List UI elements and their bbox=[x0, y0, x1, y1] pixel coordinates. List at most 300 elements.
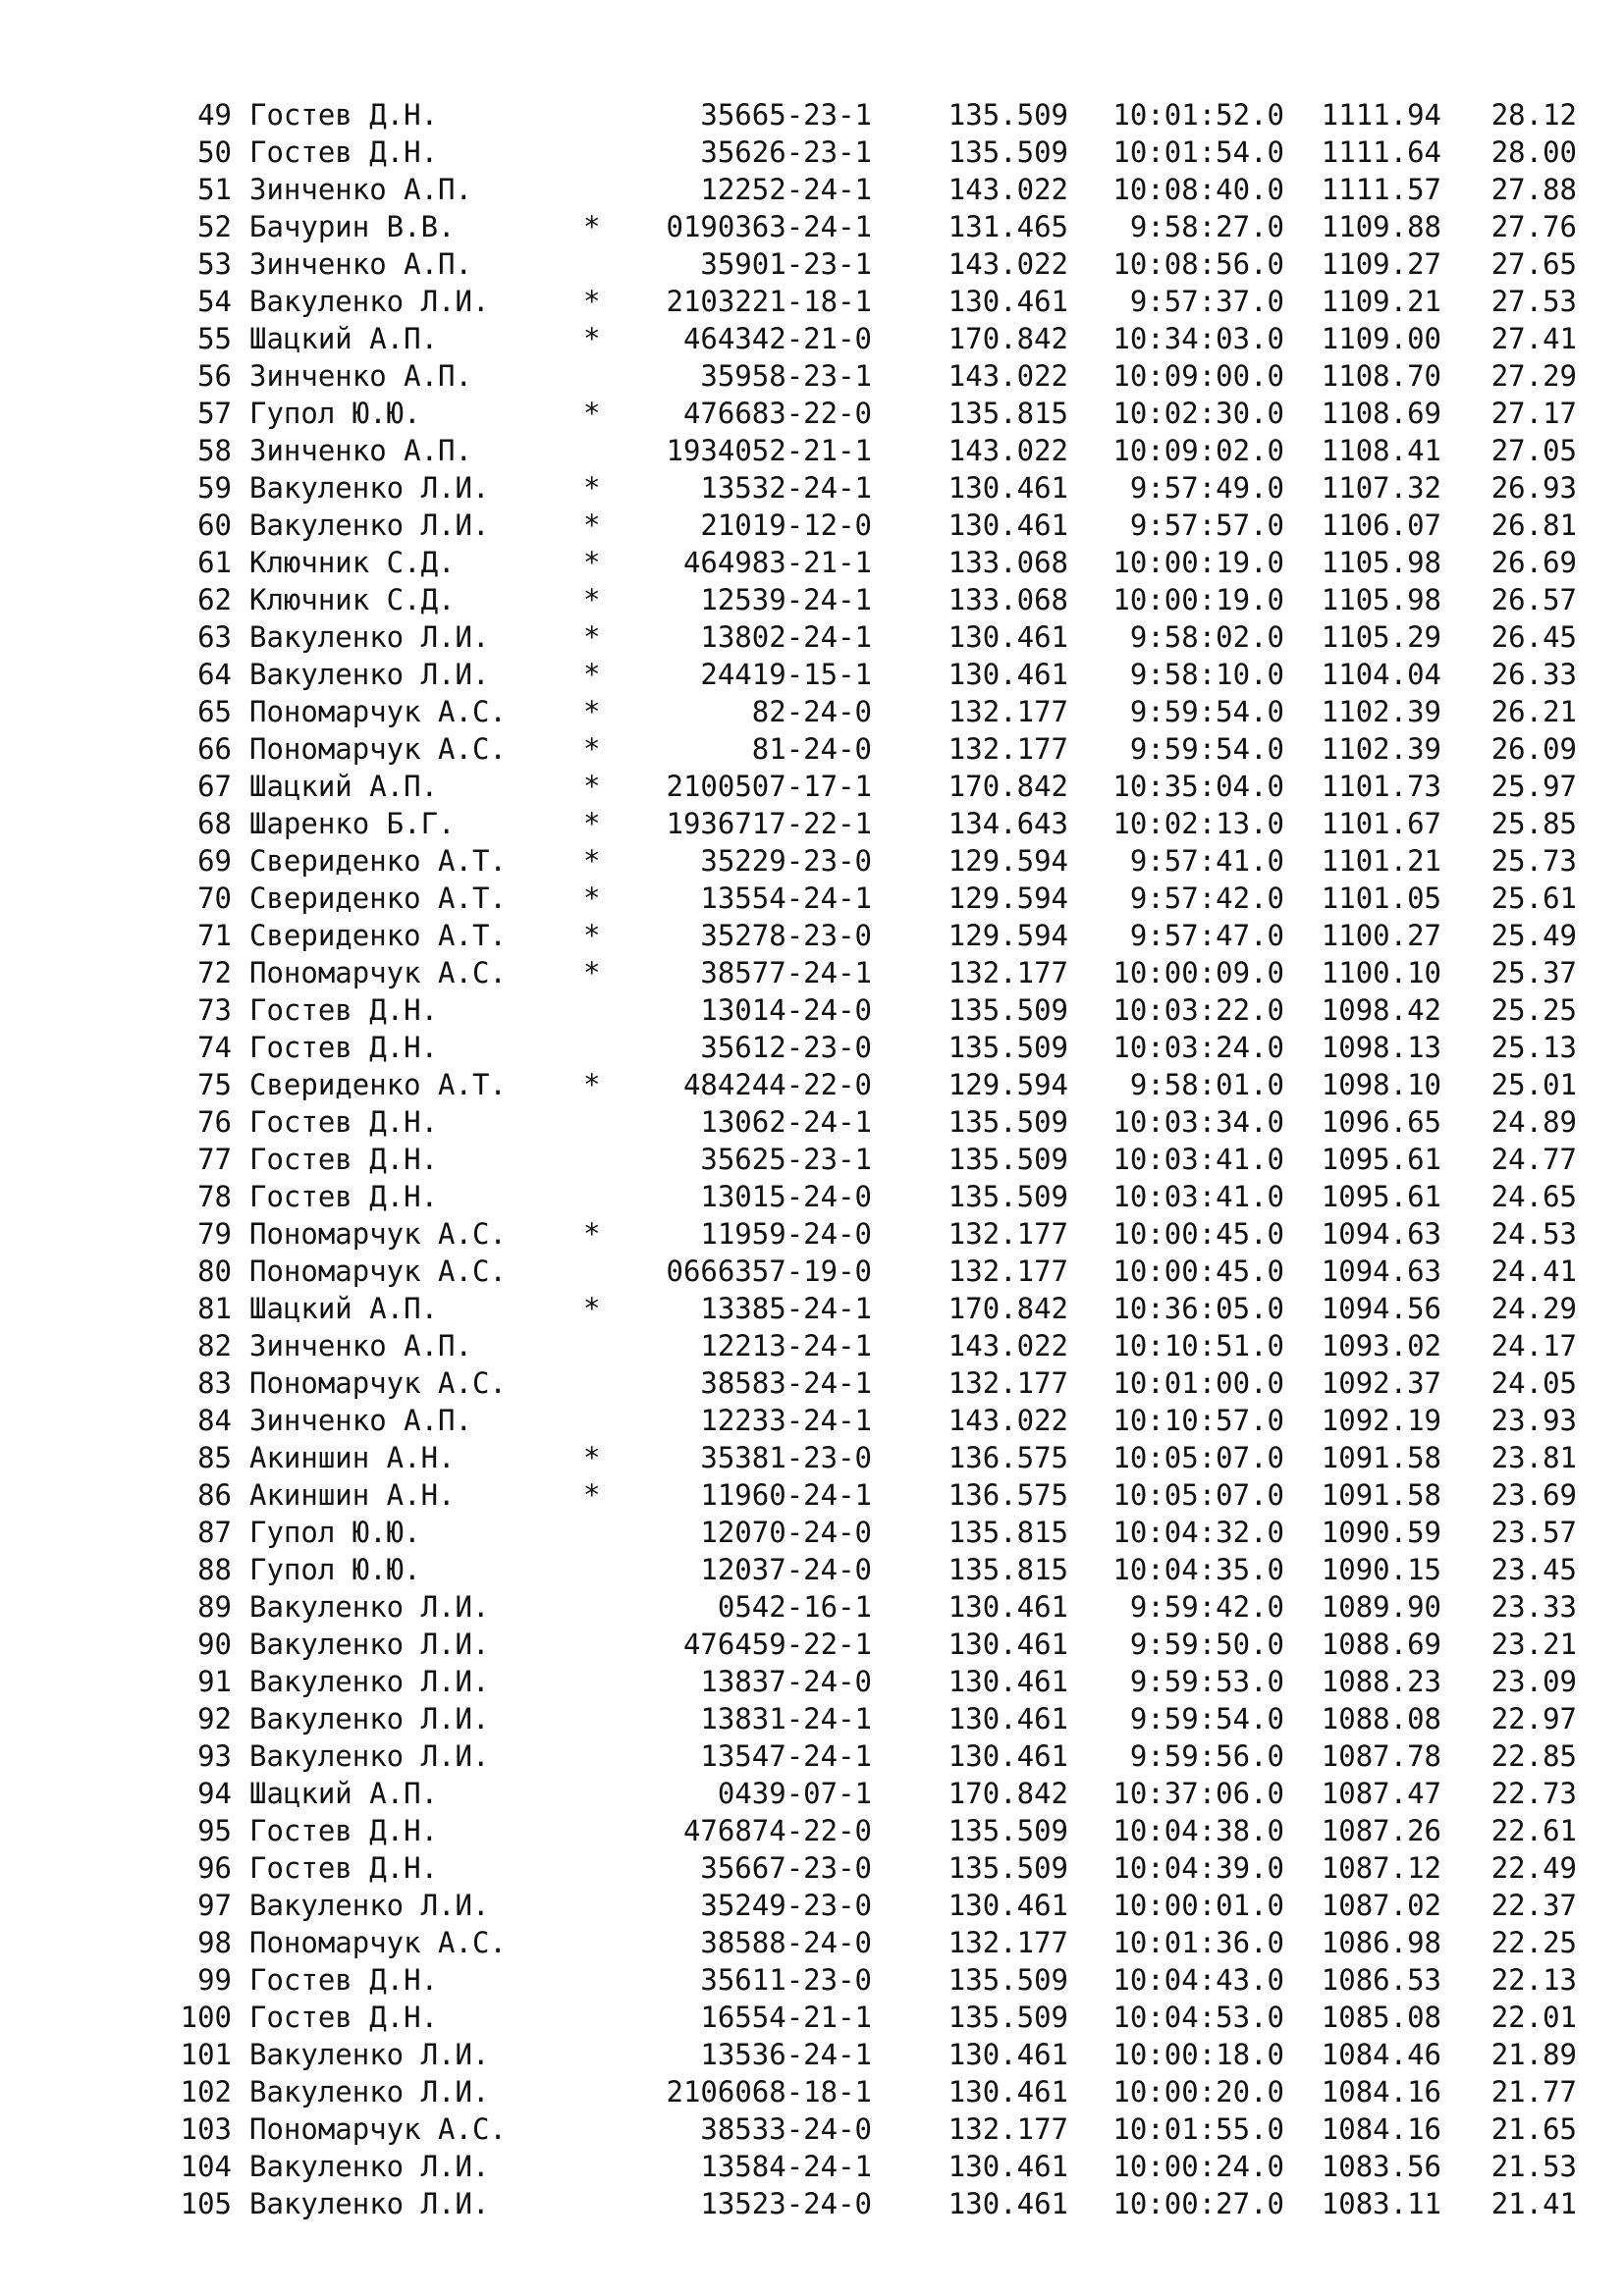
speed-cell: 1083.11 bbox=[1321, 2187, 1441, 2220]
place-cell: 78 bbox=[197, 1180, 232, 1213]
fancier-name-cell: Гостев Д.Н. bbox=[249, 2001, 439, 2034]
speed-cell: 1093.02 bbox=[1321, 1329, 1441, 1362]
fancier-name-cell: Свериденко А.Т. bbox=[249, 919, 507, 952]
distance-cell: 134.643 bbox=[947, 807, 1068, 840]
points-cell: 27.41 bbox=[1490, 322, 1577, 355]
arrival-time-cell: 9:59:54.0 bbox=[1129, 695, 1284, 728]
table-row bbox=[169, 1327, 1577, 1364]
arrival-time-cell: 10:10:51.0 bbox=[1112, 1329, 1284, 1362]
mark-cell: * bbox=[583, 471, 601, 505]
points-cell: 26.45 bbox=[1490, 620, 1577, 654]
ring-number-cell: 12539-24-1 bbox=[700, 583, 872, 616]
mark-cell bbox=[583, 1626, 607, 1663]
arrival-time-cell: 10:00:24.0 bbox=[1112, 2150, 1284, 2183]
mark-cell bbox=[583, 1812, 607, 1849]
distance-cell: 143.022 bbox=[947, 434, 1068, 467]
table-row bbox=[169, 208, 1577, 245]
fancier-name-cell: Вакуленко Л.И. bbox=[249, 1739, 490, 1773]
speed-cell: 1095.61 bbox=[1321, 1143, 1441, 1176]
ring-number-cell: 24419-15-1 bbox=[700, 658, 872, 691]
distance-cell: 136.575 bbox=[947, 1478, 1068, 1512]
points-cell: 22.73 bbox=[1490, 1777, 1577, 1810]
arrival-time-cell: 10:02:30.0 bbox=[1112, 397, 1284, 430]
distance-cell: 135.509 bbox=[947, 1143, 1068, 1176]
speed-cell: 1087.12 bbox=[1321, 1851, 1441, 1885]
place-cell: 89 bbox=[197, 1590, 232, 1624]
table-row bbox=[169, 507, 1577, 544]
table-row bbox=[169, 768, 1577, 805]
ring-number-cell: 35958-23-1 bbox=[700, 359, 872, 393]
distance-cell: 132.177 bbox=[947, 732, 1068, 766]
mark-cell bbox=[583, 133, 607, 171]
fancier-name-cell: Вакуленко Л.И. bbox=[249, 1702, 490, 1735]
speed-cell: 1088.69 bbox=[1321, 1628, 1441, 1661]
points-cell: 24.53 bbox=[1490, 1217, 1577, 1251]
speed-cell: 1105.29 bbox=[1321, 620, 1441, 654]
arrival-time-cell: 10:08:56.0 bbox=[1112, 247, 1284, 281]
table-row bbox=[169, 544, 1577, 581]
points-cell: 26.81 bbox=[1490, 508, 1577, 542]
distance-cell: 143.022 bbox=[947, 173, 1068, 206]
table-row bbox=[169, 1775, 1577, 1812]
points-cell: 23.21 bbox=[1490, 1628, 1577, 1661]
place-cell: 49 bbox=[197, 98, 232, 132]
points-cell: 21.53 bbox=[1490, 2150, 1577, 2183]
ring-number-cell: 35901-23-1 bbox=[700, 247, 872, 281]
distance-cell: 170.842 bbox=[947, 1292, 1068, 1325]
results-table bbox=[169, 96, 1577, 2222]
distance-cell: 130.461 bbox=[947, 1590, 1068, 1624]
place-cell: 86 bbox=[197, 1478, 232, 1512]
place-cell: 76 bbox=[197, 1105, 232, 1139]
speed-cell: 1100.27 bbox=[1321, 919, 1441, 952]
points-cell: 22.61 bbox=[1490, 1814, 1577, 1847]
place-cell: 58 bbox=[197, 434, 232, 467]
table-row bbox=[169, 656, 1577, 693]
speed-cell: 1095.61 bbox=[1321, 1180, 1441, 1213]
mark-cell bbox=[583, 1887, 607, 1924]
speed-cell: 1098.10 bbox=[1321, 1068, 1441, 1101]
table-row bbox=[169, 1103, 1577, 1141]
speed-cell: 1092.19 bbox=[1321, 1404, 1441, 1437]
fancier-name-cell: Свериденко А.Т. bbox=[249, 1068, 507, 1101]
table-row bbox=[169, 283, 1577, 320]
arrival-time-cell: 9:58:02.0 bbox=[1129, 620, 1284, 654]
distance-cell: 129.594 bbox=[947, 919, 1068, 952]
distance-cell: 132.177 bbox=[947, 695, 1068, 728]
mark-cell bbox=[583, 2148, 607, 2185]
place-cell: 59 bbox=[197, 471, 232, 505]
speed-cell: 1102.39 bbox=[1321, 732, 1441, 766]
table-row bbox=[169, 1961, 1577, 1999]
points-cell: 21.41 bbox=[1490, 2187, 1577, 2220]
ring-number-cell: 0190363-24-1 bbox=[666, 210, 872, 243]
ring-number-cell: 13015-24-0 bbox=[700, 1180, 872, 1213]
speed-cell: 1094.63 bbox=[1321, 1217, 1441, 1251]
fancier-name-cell: Акиншин А.Н. bbox=[249, 1441, 456, 1474]
ring-number-cell: 12233-24-1 bbox=[700, 1404, 872, 1437]
points-cell: 22.97 bbox=[1490, 1702, 1577, 1735]
mark-cell: * bbox=[583, 210, 601, 243]
arrival-time-cell: 9:59:42.0 bbox=[1129, 1590, 1284, 1624]
place-cell: 87 bbox=[197, 1516, 232, 1549]
place-cell: 61 bbox=[197, 546, 232, 579]
mark-cell: * bbox=[583, 844, 601, 878]
place-cell: 73 bbox=[197, 993, 232, 1027]
fancier-name-cell: Гостев Д.Н. bbox=[249, 135, 439, 169]
speed-cell: 1096.65 bbox=[1321, 1105, 1441, 1139]
arrival-time-cell: 10:09:00.0 bbox=[1112, 359, 1284, 393]
points-cell: 25.61 bbox=[1490, 881, 1577, 915]
place-cell: 93 bbox=[197, 1739, 232, 1773]
points-cell: 25.85 bbox=[1490, 807, 1577, 840]
fancier-name-cell: Зинченко А.П. bbox=[249, 1404, 472, 1437]
arrival-time-cell: 9:57:37.0 bbox=[1129, 285, 1284, 318]
fancier-name-cell: Свериденко А.Т. bbox=[249, 844, 507, 878]
points-cell: 23.81 bbox=[1490, 1441, 1577, 1474]
speed-cell: 1101.67 bbox=[1321, 807, 1441, 840]
fancier-name-cell: Зинченко А.П. bbox=[249, 247, 472, 281]
table-row bbox=[169, 1551, 1577, 1588]
mark-cell: * bbox=[583, 1441, 601, 1474]
mark-cell: * bbox=[583, 1068, 601, 1101]
fancier-name-cell: Шацкий А.П. bbox=[249, 322, 439, 355]
fancier-name-cell: Зинченко А.П. bbox=[249, 434, 472, 467]
distance-cell: 130.461 bbox=[947, 2075, 1068, 2109]
table-row bbox=[169, 171, 1577, 208]
ring-number-cell: 464342-21-0 bbox=[682, 322, 872, 355]
table-row bbox=[169, 432, 1577, 469]
points-cell: 27.53 bbox=[1490, 285, 1577, 318]
table-row bbox=[169, 805, 1577, 842]
ring-number-cell: 38588-24-0 bbox=[700, 1926, 872, 1959]
place-cell: 57 bbox=[197, 397, 232, 430]
ring-number-cell: 12213-24-1 bbox=[700, 1329, 872, 1362]
fancier-name-cell: Гупол Ю.Ю. bbox=[249, 1516, 421, 1549]
place-cell: 54 bbox=[197, 285, 232, 318]
points-cell: 23.69 bbox=[1490, 1478, 1577, 1512]
table-row bbox=[169, 2110, 1577, 2148]
fancier-name-cell: Гупол Ю.Ю. bbox=[249, 1553, 421, 1586]
ring-number-cell: 13802-24-1 bbox=[700, 620, 872, 654]
place-cell: 51 bbox=[197, 173, 232, 206]
arrival-time-cell: 9:59:54.0 bbox=[1129, 732, 1284, 766]
speed-cell: 1104.04 bbox=[1321, 658, 1441, 691]
arrival-time-cell: 10:01:52.0 bbox=[1112, 98, 1284, 132]
place-cell: 56 bbox=[197, 359, 232, 393]
table-row bbox=[169, 954, 1577, 991]
fancier-name-cell: Ключник С.Д. bbox=[249, 546, 456, 579]
points-cell: 24.65 bbox=[1490, 1180, 1577, 1213]
place-cell: 94 bbox=[197, 1777, 232, 1810]
table-row bbox=[169, 1588, 1577, 1626]
arrival-time-cell: 10:04:53.0 bbox=[1112, 2001, 1284, 2034]
fancier-name-cell: Шаренко Б.Г. bbox=[249, 807, 456, 840]
arrival-time-cell: 10:09:02.0 bbox=[1112, 434, 1284, 467]
fancier-name-cell: Гостев Д.Н. bbox=[249, 1143, 439, 1176]
speed-cell: 1111.57 bbox=[1321, 173, 1441, 206]
mark-cell: * bbox=[583, 658, 601, 691]
speed-cell: 1098.13 bbox=[1321, 1031, 1441, 1064]
distance-cell: 133.068 bbox=[947, 546, 1068, 579]
points-cell: 23.93 bbox=[1490, 1404, 1577, 1437]
table-row bbox=[169, 96, 1577, 133]
place-cell: 100 bbox=[180, 2001, 232, 2034]
fancier-name-cell: Вакуленко Л.И. bbox=[249, 1665, 490, 1698]
distance-cell: 130.461 bbox=[947, 471, 1068, 505]
distance-cell: 135.509 bbox=[947, 1105, 1068, 1139]
mark-cell bbox=[583, 1999, 607, 2036]
place-cell: 83 bbox=[197, 1366, 232, 1400]
distance-cell: 132.177 bbox=[947, 1255, 1068, 1288]
arrival-time-cell: 10:01:00.0 bbox=[1112, 1366, 1284, 1400]
distance-cell: 130.461 bbox=[947, 620, 1068, 654]
fancier-name-cell: Гостев Д.Н. bbox=[249, 1105, 439, 1139]
place-cell: 65 bbox=[197, 695, 232, 728]
table-row bbox=[169, 1253, 1577, 1290]
table-row bbox=[169, 1215, 1577, 1253]
arrival-time-cell: 10:04:35.0 bbox=[1112, 1553, 1284, 1586]
arrival-time-cell: 10:03:34.0 bbox=[1112, 1105, 1284, 1139]
table-row bbox=[169, 1737, 1577, 1775]
place-cell: 88 bbox=[197, 1553, 232, 1586]
ring-number-cell: 13554-24-1 bbox=[700, 881, 872, 915]
distance-cell: 170.842 bbox=[947, 1777, 1068, 1810]
mark-cell bbox=[583, 432, 607, 469]
speed-cell: 1108.70 bbox=[1321, 359, 1441, 393]
place-cell: 50 bbox=[197, 135, 232, 169]
distance-cell: 130.461 bbox=[947, 2038, 1068, 2071]
ring-number-cell: 13523-24-0 bbox=[700, 2187, 872, 2220]
arrival-time-cell: 10:02:13.0 bbox=[1112, 807, 1284, 840]
points-cell: 24.41 bbox=[1490, 1255, 1577, 1288]
place-cell: 98 bbox=[197, 1926, 232, 1959]
ring-number-cell: 81-24-0 bbox=[751, 732, 872, 766]
fancier-name-cell: Вакуленко Л.И. bbox=[249, 2187, 490, 2220]
speed-cell: 1087.47 bbox=[1321, 1777, 1441, 1810]
place-cell: 91 bbox=[197, 1665, 232, 1698]
ring-number-cell: 11960-24-1 bbox=[700, 1478, 872, 1512]
place-cell: 52 bbox=[197, 210, 232, 243]
ring-number-cell: 0666357-19-0 bbox=[666, 1255, 872, 1288]
fancier-name-cell: Зинченко А.П. bbox=[249, 1329, 472, 1362]
mark-cell bbox=[583, 1178, 607, 1215]
table-row bbox=[169, 730, 1577, 768]
distance-cell: 135.509 bbox=[947, 1180, 1068, 1213]
distance-cell: 132.177 bbox=[947, 956, 1068, 989]
mark-cell: * bbox=[583, 1217, 601, 1251]
speed-cell: 1098.42 bbox=[1321, 993, 1441, 1027]
points-cell: 27.76 bbox=[1490, 210, 1577, 243]
table-row bbox=[169, 1290, 1577, 1327]
table-row bbox=[169, 2036, 1577, 2073]
speed-cell: 1101.73 bbox=[1321, 770, 1441, 803]
mark-cell: * bbox=[583, 322, 601, 355]
speed-cell: 1090.15 bbox=[1321, 1553, 1441, 1586]
speed-cell: 1084.46 bbox=[1321, 2038, 1441, 2071]
speed-cell: 1108.41 bbox=[1321, 434, 1441, 467]
distance-cell: 130.461 bbox=[947, 2187, 1068, 2220]
mark-cell bbox=[583, 357, 607, 395]
arrival-time-cell: 10:08:40.0 bbox=[1112, 173, 1284, 206]
distance-cell: 129.594 bbox=[947, 881, 1068, 915]
place-cell: 66 bbox=[197, 732, 232, 766]
points-cell: 24.29 bbox=[1490, 1292, 1577, 1325]
arrival-time-cell: 9:57:42.0 bbox=[1129, 881, 1284, 915]
ring-number-cell: 476683-22-0 bbox=[682, 397, 872, 430]
fancier-name-cell: Свериденко А.Т. bbox=[249, 881, 507, 915]
distance-cell: 136.575 bbox=[947, 1441, 1068, 1474]
arrival-time-cell: 10:04:43.0 bbox=[1112, 1963, 1284, 1997]
table-row bbox=[169, 1663, 1577, 1700]
points-cell: 26.21 bbox=[1490, 695, 1577, 728]
mark-cell bbox=[583, 1402, 607, 1439]
speed-cell: 1087.02 bbox=[1321, 1889, 1441, 1922]
arrival-time-cell: 10:03:24.0 bbox=[1112, 1031, 1284, 1064]
place-cell: 104 bbox=[180, 2150, 232, 2183]
mark-cell bbox=[583, 1551, 607, 1588]
table-row bbox=[169, 133, 1577, 171]
arrival-time-cell: 9:57:47.0 bbox=[1129, 919, 1284, 952]
ring-number-cell: 13532-24-1 bbox=[700, 471, 872, 505]
mark-cell bbox=[583, 1700, 607, 1737]
place-cell: 84 bbox=[197, 1404, 232, 1437]
ring-number-cell: 11959-24-0 bbox=[700, 1217, 872, 1251]
distance-cell: 143.022 bbox=[947, 1329, 1068, 1362]
place-cell: 95 bbox=[197, 1814, 232, 1847]
table-row bbox=[169, 991, 1577, 1029]
table-row bbox=[169, 1476, 1577, 1514]
place-cell: 55 bbox=[197, 322, 232, 355]
points-cell: 25.37 bbox=[1490, 956, 1577, 989]
speed-cell: 1084.16 bbox=[1321, 2075, 1441, 2109]
table-row bbox=[169, 581, 1577, 618]
ring-number-cell: 38533-24-0 bbox=[700, 2112, 872, 2146]
points-cell: 27.65 bbox=[1490, 247, 1577, 281]
fancier-name-cell: Гостев Д.Н. bbox=[249, 1963, 439, 1997]
fancier-name-cell: Пономарчук А.С. bbox=[249, 2112, 507, 2146]
distance-cell: 129.594 bbox=[947, 1068, 1068, 1101]
points-cell: 22.25 bbox=[1490, 1926, 1577, 1959]
distance-cell: 129.594 bbox=[947, 844, 1068, 878]
ring-number-cell: 13584-24-1 bbox=[700, 2150, 872, 2183]
points-cell: 25.13 bbox=[1490, 1031, 1577, 1064]
ring-number-cell: 35667-23-0 bbox=[700, 1851, 872, 1885]
table-row bbox=[169, 2148, 1577, 2185]
arrival-time-cell: 10:00:09.0 bbox=[1112, 956, 1284, 989]
table-row bbox=[169, 1812, 1577, 1849]
distance-cell: 131.465 bbox=[947, 210, 1068, 243]
mark-cell bbox=[583, 1775, 607, 1812]
table-row bbox=[169, 1439, 1577, 1476]
ring-number-cell: 35278-23-0 bbox=[700, 919, 872, 952]
table-row bbox=[169, 469, 1577, 507]
points-cell: 28.00 bbox=[1490, 135, 1577, 169]
table-row bbox=[169, 1178, 1577, 1215]
fancier-name-cell: Гостев Д.Н. bbox=[249, 1851, 439, 1885]
ring-number-cell: 13547-24-1 bbox=[700, 1739, 872, 1773]
speed-cell: 1100.10 bbox=[1321, 956, 1441, 989]
table-row bbox=[169, 1700, 1577, 1737]
mark-cell bbox=[583, 1514, 607, 1551]
fancier-name-cell: Вакуленко Л.И. bbox=[249, 471, 490, 505]
distance-cell: 143.022 bbox=[947, 247, 1068, 281]
fancier-name-cell: Вакуленко Л.И. bbox=[249, 1889, 490, 1922]
mark-cell: * bbox=[583, 695, 601, 728]
place-cell: 97 bbox=[197, 1889, 232, 1922]
ring-number-cell: 476874-22-0 bbox=[682, 1814, 872, 1847]
place-cell: 90 bbox=[197, 1628, 232, 1661]
speed-cell: 1084.16 bbox=[1321, 2112, 1441, 2146]
table-row bbox=[169, 1849, 1577, 1887]
distance-cell: 133.068 bbox=[947, 583, 1068, 616]
arrival-time-cell: 10:01:36.0 bbox=[1112, 1926, 1284, 1959]
ring-number-cell: 13837-24-0 bbox=[700, 1665, 872, 1698]
distance-cell: 135.509 bbox=[947, 98, 1068, 132]
fancier-name-cell: Бачурин В.В. bbox=[249, 210, 456, 243]
place-cell: 92 bbox=[197, 1702, 232, 1735]
arrival-time-cell: 9:58:01.0 bbox=[1129, 1068, 1284, 1101]
points-cell: 25.49 bbox=[1490, 919, 1577, 952]
place-cell: 105 bbox=[180, 2187, 232, 2220]
fancier-name-cell: Вакуленко Л.И. bbox=[249, 658, 490, 691]
fancier-name-cell: Вакуленко Л.И. bbox=[249, 508, 490, 542]
fancier-name-cell: Ключник С.Д. bbox=[249, 583, 456, 616]
points-cell: 22.13 bbox=[1490, 1963, 1577, 1997]
speed-cell: 1092.37 bbox=[1321, 1366, 1441, 1400]
distance-cell: 135.509 bbox=[947, 1814, 1068, 1847]
fancier-name-cell: Шацкий А.П. bbox=[249, 1292, 439, 1325]
points-cell: 24.17 bbox=[1490, 1329, 1577, 1362]
mark-cell bbox=[583, 1103, 607, 1141]
points-cell: 21.65 bbox=[1490, 2112, 1577, 2146]
fancier-name-cell: Вакуленко Л.И. bbox=[249, 620, 490, 654]
mark-cell: * bbox=[583, 1292, 601, 1325]
points-cell: 26.69 bbox=[1490, 546, 1577, 579]
table-row bbox=[169, 1924, 1577, 1961]
fancier-name-cell: Гупол Ю.Ю. bbox=[249, 397, 421, 430]
arrival-time-cell: 10:00:45.0 bbox=[1112, 1217, 1284, 1251]
table-row bbox=[169, 1029, 1577, 1066]
speed-cell: 1085.08 bbox=[1321, 2001, 1441, 2034]
fancier-name-cell: Пономарчук А.С. bbox=[249, 956, 507, 989]
mark-cell bbox=[583, 1961, 607, 1999]
mark-cell: * bbox=[583, 620, 601, 654]
place-cell: 72 bbox=[197, 956, 232, 989]
ring-number-cell: 484244-22-0 bbox=[682, 1068, 872, 1101]
arrival-time-cell: 10:04:32.0 bbox=[1112, 1516, 1284, 1549]
points-cell: 26.93 bbox=[1490, 471, 1577, 505]
mark-cell: * bbox=[583, 397, 601, 430]
arrival-time-cell: 10:00:19.0 bbox=[1112, 546, 1284, 579]
speed-cell: 1094.56 bbox=[1321, 1292, 1441, 1325]
distance-cell: 130.461 bbox=[947, 1702, 1068, 1735]
table-row bbox=[169, 2073, 1577, 2110]
distance-cell: 135.815 bbox=[947, 1553, 1068, 1586]
mark-cell: * bbox=[583, 546, 601, 579]
points-cell: 23.57 bbox=[1490, 1516, 1577, 1549]
speed-cell: 1106.07 bbox=[1321, 508, 1441, 542]
mark-cell: * bbox=[583, 583, 601, 616]
speed-cell: 1089.90 bbox=[1321, 1590, 1441, 1624]
place-cell: 79 bbox=[197, 1217, 232, 1251]
fancier-name-cell: Пономарчук А.С. bbox=[249, 1366, 507, 1400]
speed-cell: 1087.26 bbox=[1321, 1814, 1441, 1847]
points-cell: 22.37 bbox=[1490, 1889, 1577, 1922]
distance-cell: 130.461 bbox=[947, 508, 1068, 542]
ring-number-cell: 13831-24-1 bbox=[700, 1702, 872, 1735]
table-row bbox=[169, 2185, 1577, 2222]
